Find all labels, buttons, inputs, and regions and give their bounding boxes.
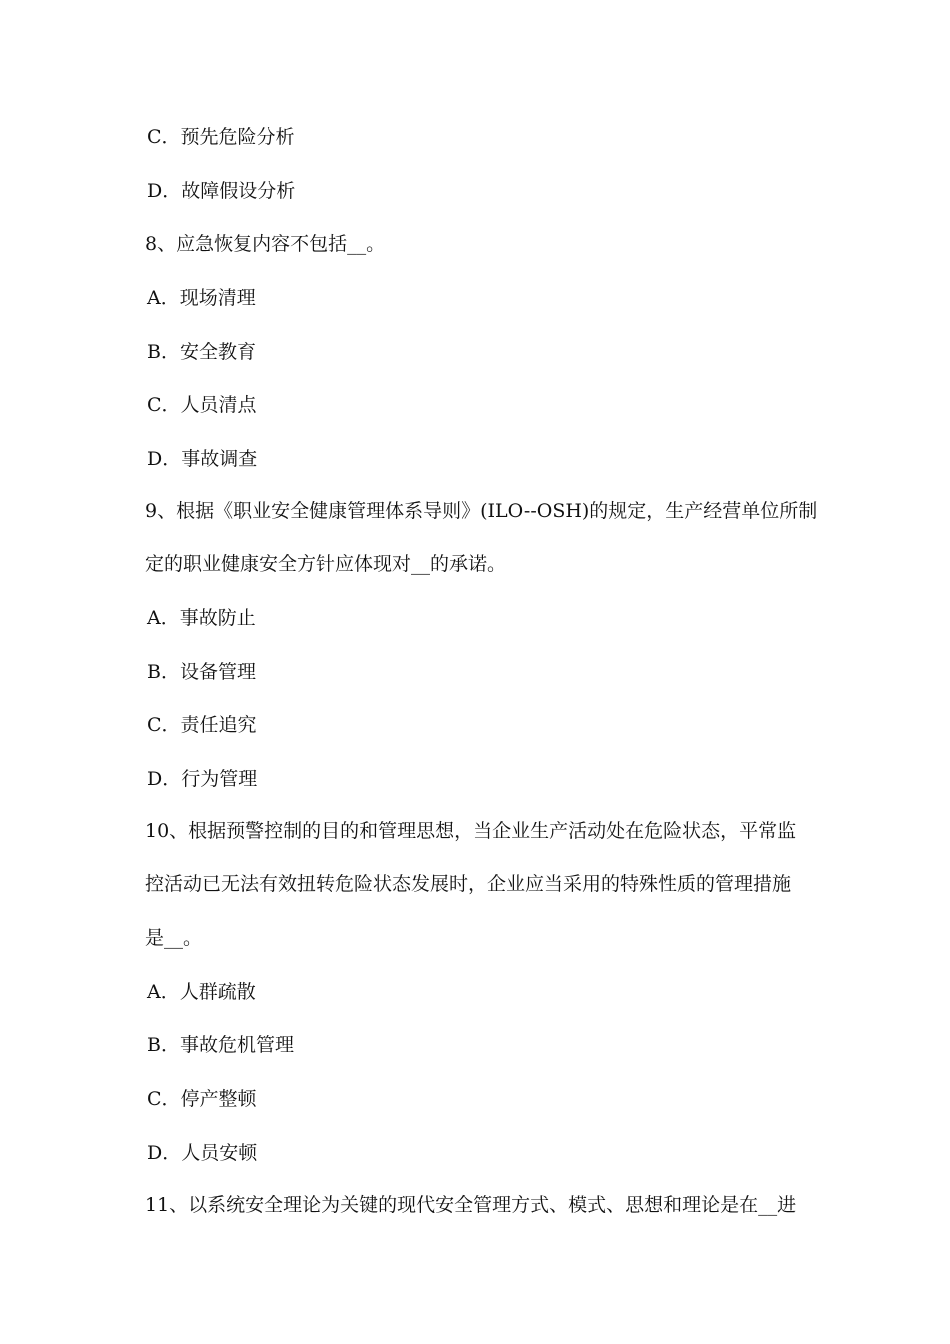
q9-option-a: A．事故防止 <box>147 607 256 629</box>
question-8: 8、应急恢复内容不包括__。 <box>145 233 386 255</box>
q9-option-b: B．设备管理 <box>147 661 256 683</box>
question-10-line-2: 控活动已无法有效扭转危险状态发展时，企业应当采用的特殊性质的管理措施 <box>145 873 792 895</box>
q10-option-d: D．人员安顿 <box>147 1142 258 1164</box>
q8-option-a: A．现场清理 <box>147 287 256 309</box>
q8-option-d: D．事故调查 <box>147 448 258 470</box>
question-9-line-2: 定的职业健康安全方针应体现对__的承诺。 <box>145 553 507 575</box>
q10-option-c: C．停产整顿 <box>147 1088 257 1110</box>
q8-option-c: C．人员清点 <box>147 394 257 416</box>
question-11-line-1: 11、以系统安全理论为关键的现代安全管理方式、模式、思想和理论是在__进 <box>145 1194 797 1216</box>
question-10-line-1: 10、根据预警控制的目的和管理思想，当企业生产活动处在危险状态，平常监 <box>145 820 797 842</box>
q7-option-d: D．故障假设分析 <box>147 180 296 202</box>
q7-option-c: C．预先危险分析 <box>147 126 295 148</box>
q8-option-b: B．安全教育 <box>147 341 256 363</box>
q9-option-c: C．责任追究 <box>147 714 257 736</box>
question-9-line-1: 9、根据《职业安全健康管理体系导则》(ILO--OSH)的规定，生产经营单位所制 <box>145 500 818 522</box>
q9-option-d: D．行为管理 <box>147 768 258 790</box>
q10-option-b: B．事故危机管理 <box>147 1034 294 1056</box>
question-10-line-3: 是__。 <box>145 927 203 949</box>
q10-option-a: A．人群疏散 <box>147 981 256 1003</box>
